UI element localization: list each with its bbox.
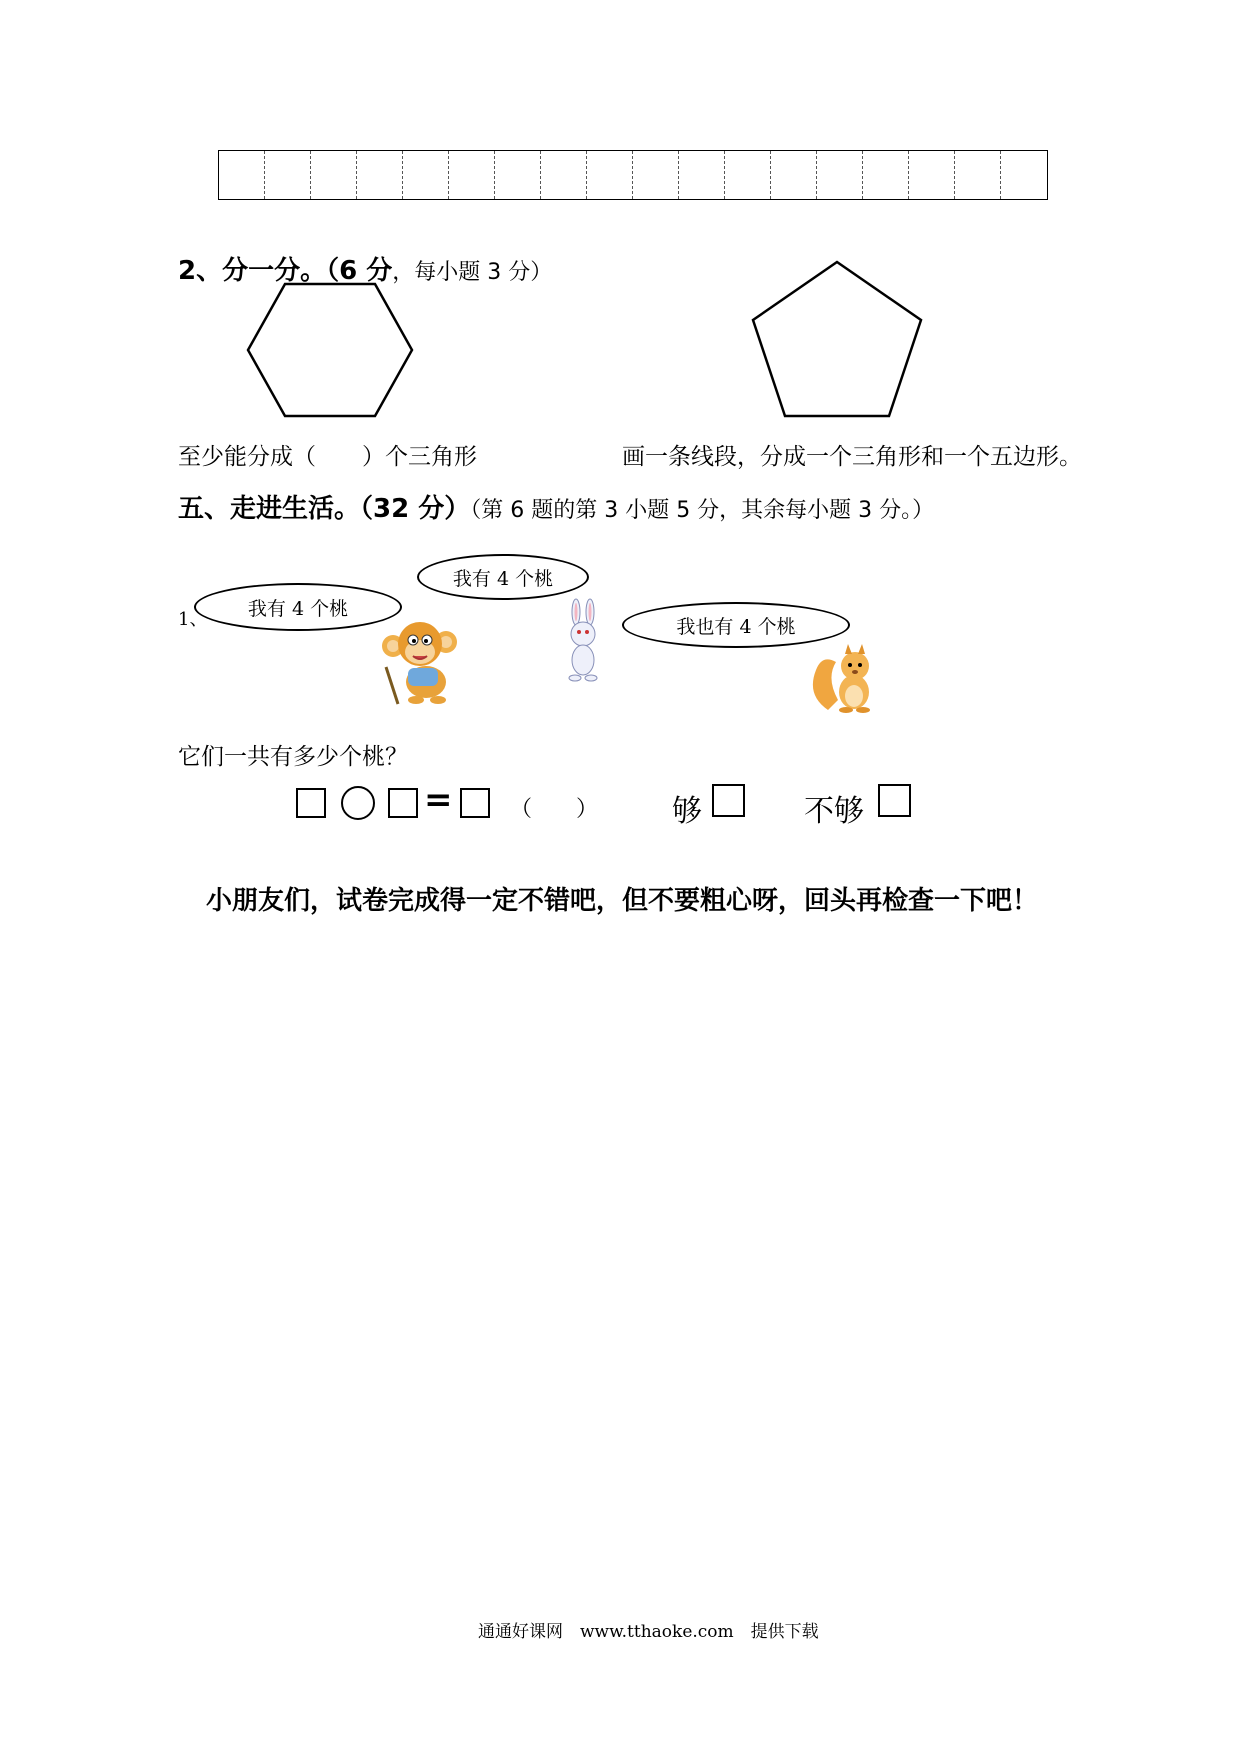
q2-score: （6 分 bbox=[326, 256, 393, 286]
answer-grid-cell[interactable] bbox=[1001, 151, 1047, 199]
answer-grid-cell[interactable] bbox=[863, 151, 909, 199]
pentagon-icon bbox=[745, 258, 930, 426]
answer-grid-cell[interactable] bbox=[265, 151, 311, 199]
speech-bubble-monkey: 我有 4 个桃 bbox=[194, 583, 402, 631]
enough-label: 够 bbox=[672, 794, 702, 829]
answer-grid-cell[interactable] bbox=[725, 151, 771, 199]
answer-grid-cell[interactable] bbox=[311, 151, 357, 199]
answer-grid-cell[interactable] bbox=[449, 151, 495, 199]
q2-title: 2、分一分。 bbox=[178, 256, 327, 286]
answer-grid-cell[interactable] bbox=[495, 151, 541, 199]
answer-box-1[interactable] bbox=[296, 788, 326, 818]
answer-grid-cell[interactable] bbox=[357, 151, 403, 199]
answer-grid-cell[interactable] bbox=[587, 151, 633, 199]
answer-box-2[interactable] bbox=[388, 788, 418, 818]
footer-text: 通通好课网 www.tthaoke.com 提供下载 bbox=[478, 1622, 819, 1642]
speech-bubble-squirrel: 我也有 4 个桃 bbox=[622, 602, 850, 648]
q2-score-note: ，每小题 3 分） bbox=[392, 260, 553, 285]
speech-bubble-rabbit: 我有 4 个桃 bbox=[417, 554, 589, 600]
equals-sign: = bbox=[424, 780, 453, 820]
squirrel-icon bbox=[808, 640, 883, 715]
monkey-icon bbox=[378, 612, 463, 707]
answer-grid-cell[interactable] bbox=[403, 151, 449, 199]
answer-grid-cell[interactable] bbox=[817, 151, 863, 199]
answer-grid-cell[interactable] bbox=[541, 151, 587, 199]
answer-grid-cell[interactable] bbox=[955, 151, 1001, 199]
answer-grid-cell[interactable] bbox=[909, 151, 955, 199]
unit-paren: （ ） bbox=[510, 797, 599, 822]
not-enough-label: 不够 bbox=[804, 794, 864, 829]
section-five-heading bbox=[178, 488, 934, 525]
answer-grid-cell[interactable] bbox=[679, 151, 725, 199]
enough-checkbox[interactable] bbox=[712, 784, 745, 817]
q2-left-prompt: 至少能分成（ ）个三角形 bbox=[178, 444, 477, 470]
q2-right-prompt: 画一条线段，分成一个三角形和一个五边形。 bbox=[622, 444, 1082, 470]
problem-1-number: 1、 bbox=[178, 609, 208, 630]
operator-circle[interactable] bbox=[341, 786, 375, 820]
section-five-title: 五、走进生活。（32 分） bbox=[178, 494, 471, 524]
answer-grid bbox=[218, 150, 1048, 200]
closing-message: 小朋友们，试卷完成得一定不错吧，但不要粗心呀，回头再检查一下吧！ bbox=[206, 886, 1039, 916]
problem-1-question: 它们一共有多少个桃？ bbox=[178, 744, 408, 770]
not-enough-checkbox[interactable] bbox=[878, 784, 911, 817]
answer-grid-cell[interactable] bbox=[771, 151, 817, 199]
answer-grid-cell[interactable] bbox=[633, 151, 679, 199]
hexagon-icon bbox=[240, 280, 420, 420]
answer-grid-cell[interactable] bbox=[219, 151, 265, 199]
rabbit-icon bbox=[558, 598, 610, 683]
section-five-note: （第 6 题的第 3 小题 5 分，其余每小题 3 分。） bbox=[470, 498, 935, 523]
answer-box-result[interactable] bbox=[460, 788, 490, 818]
